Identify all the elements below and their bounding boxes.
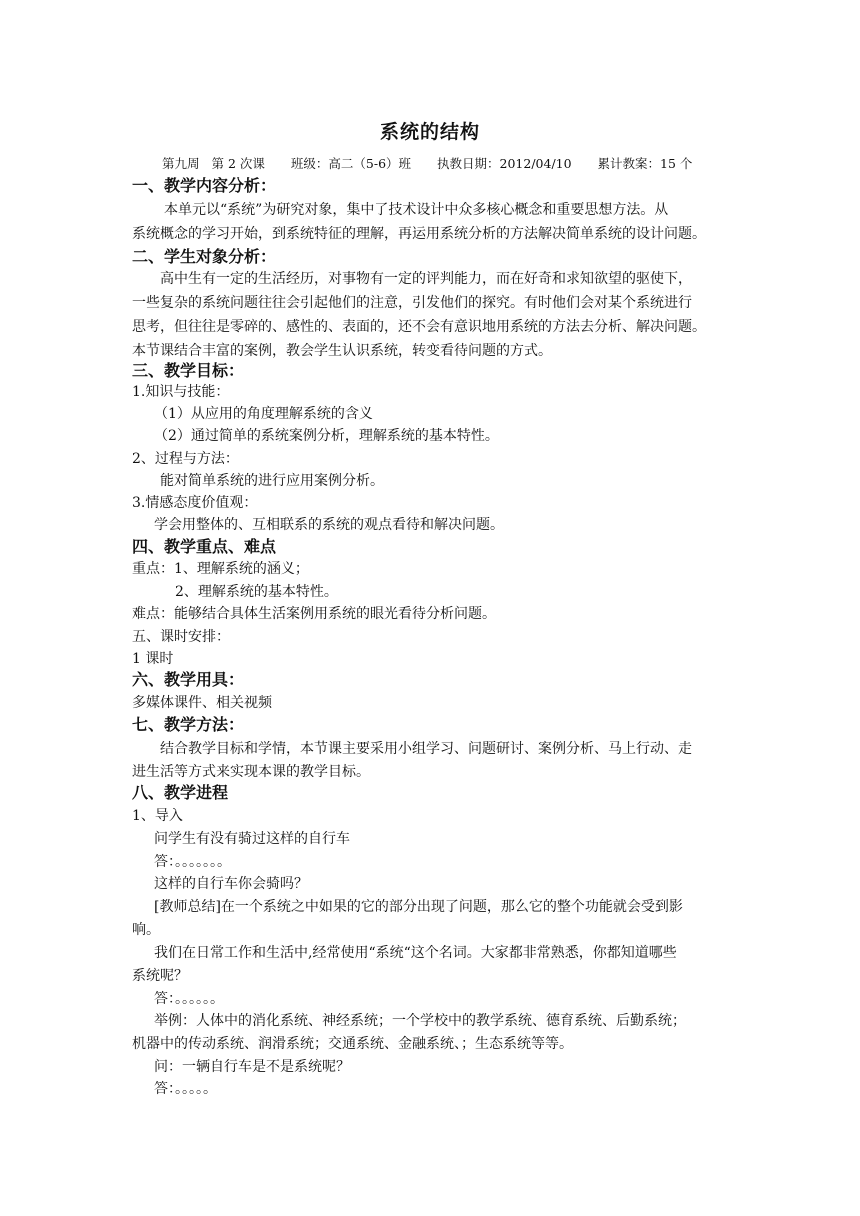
lesson-meta (162, 154, 762, 173)
question-line: 这样的自行车你会骑吗？ (154, 876, 308, 892)
section-8-heading: 八、教学进程 (132, 783, 229, 802)
answer-line: 答：。。。。。。。 (154, 854, 231, 870)
question-line: 系统呢？ (132, 968, 188, 984)
goal-knowledge-item: （2）通过简单的系统案例分析，理解系统的基本特性。 (154, 428, 499, 444)
section-2-heading: 二、学生对象分析： (132, 247, 277, 266)
goal-knowledge: 1.知识与技能： (132, 384, 230, 400)
section-7-para-line: 结合教学目标和学情，本节课主要采用小组学习、问题研讨、案例分析、马上行动、走 (160, 741, 692, 757)
document-title: 系统的结构 (379, 121, 480, 143)
example-line: 举例：人体中的消化系统、神经系统；一个学校中的教学系统、德育系统、后勤系统； (154, 1013, 686, 1029)
section-7-heading: 七、教学方法： (132, 715, 245, 734)
question-line: 问学生有没有骑过这样的自行车 (154, 831, 350, 847)
section-7-para-line: 进生活等方式来实现本课的教学目标。 (132, 764, 370, 780)
question-line: 我们在日常工作和生活中,经常使用“系统“这个名词。大家都非常熟悉，你都知道哪些 (154, 945, 677, 961)
section-4-heading: 四、教学重点、难点 (132, 537, 277, 556)
section-6-text: 多媒体课件、相关视频 (132, 695, 272, 711)
section-2-para-line: 高中生有一定的生活经历，对事物有一定的评判能力，而在好奇和求知欲望的驱使下， (160, 271, 692, 287)
goal-attitude-item: 学会用整体的、互相联系的系统的观点看待和解决问题。 (154, 517, 504, 533)
section-6-heading: 六、教学用具： (132, 670, 245, 689)
meta-date: 执教日期：2012/04/10 (437, 156, 572, 171)
question-line: 问：一辆自行车是不是系统呢？ (154, 1059, 350, 1075)
meta-lesson: 第 2 次课 (211, 156, 265, 171)
example-line: 机器中的传动系统、润滑系统；交通系统、金融系统、；生态系统等等。 (132, 1036, 573, 1052)
key-point-2: 2、理解系统的基本特性。 (175, 584, 338, 600)
meta-week: 第九周 (162, 156, 200, 171)
key-point-1: 重点：1、理解系统的涵义； (132, 561, 309, 577)
goal-method: 2、过程与方法： (132, 451, 239, 467)
intro-label: 1、导入 (132, 808, 183, 824)
answer-line: 答：。。。。。 (154, 1081, 217, 1097)
meta-count: 累计教案：15 个 (597, 156, 693, 171)
goal-attitude: 3.情感态度价值观： (132, 495, 258, 511)
answer-line: 答：。。。。。。 (154, 991, 224, 1007)
goal-knowledge-item: （1）从应用的角度理解系统的含义 (154, 406, 373, 422)
section-3-heading: 三、教学目标： (132, 361, 245, 380)
section-5-text: 1 课时 (132, 651, 174, 667)
section-2-para-line: 一些复杂的系统问题往往会引起他们的注意，引发他们的探究。有时他们会对某个系统进行 (132, 295, 692, 311)
section-5-heading: 五、课时安排： (132, 629, 230, 645)
section-2-para-line: 思考，但往往是零碎的、感性的、表面的，还不会有意识地用系统的方法去分析、解决问题。 (132, 319, 706, 335)
teacher-summary-line: 响。 (132, 922, 160, 938)
meta-class: 班级：高二（5-6）班 (290, 156, 412, 171)
difficult-point: 难点：能够结合具体生活案例用系统的眼光看待分析问题。 (132, 606, 496, 622)
teacher-summary-line: [教师总结]在一个系统之中如果的它的部分出现了问题，那么它的整个功能就会受到影 (154, 899, 683, 915)
section-1-heading: 一、教学内容分析： (132, 176, 277, 195)
section-1-para-line: 系统概念的学习开始，到系统特征的理解，再运用系统分析的方法解决简单系统的设计问题。 (132, 226, 706, 242)
section-2-para-line: 本节课结合丰富的案例，教会学生认识系统，转变看待问题的方式。 (132, 343, 552, 359)
section-1-para-line: 本单元以“系统”为研究对象，集中了技术设计中众多核心概念和重要思想方法。从 (164, 202, 669, 218)
goal-method-item: 能对简单系统的进行应用案例分析。 (160, 473, 384, 489)
